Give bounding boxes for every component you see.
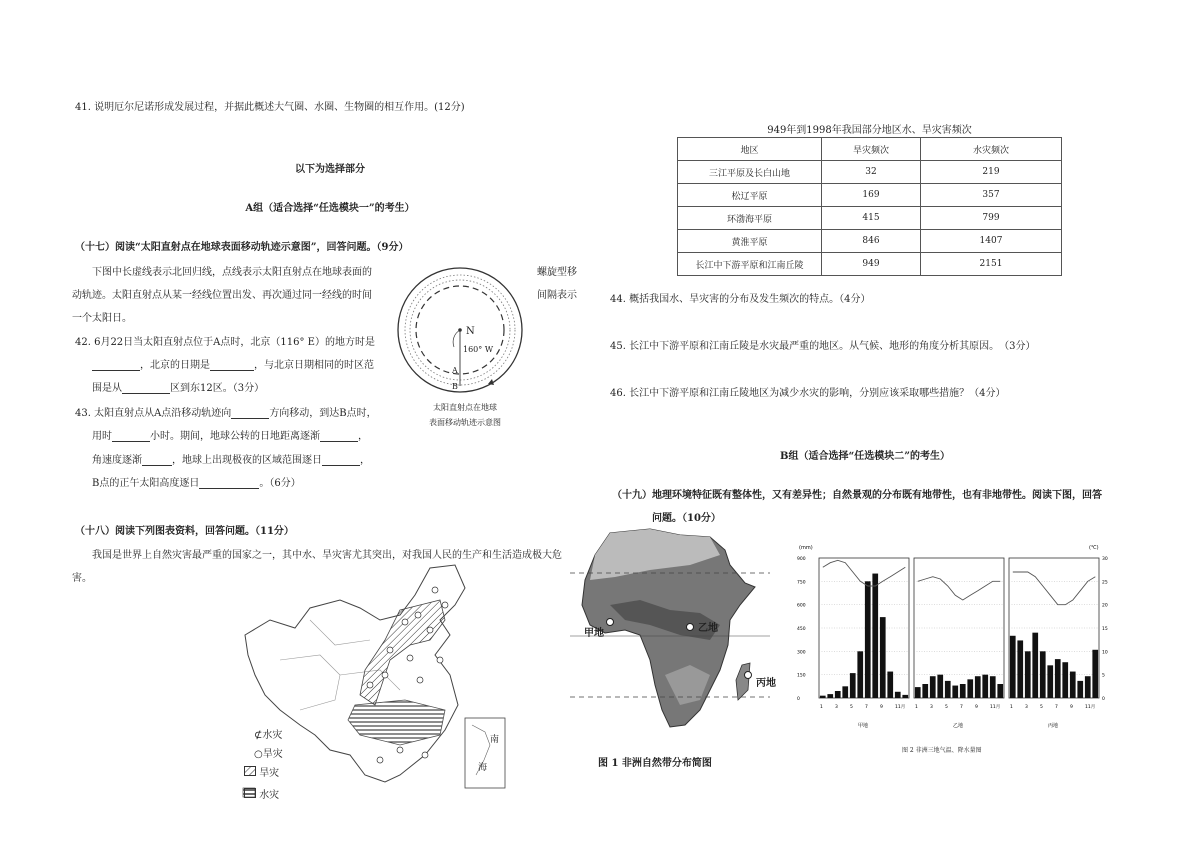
- table-cell: 长江中下游平原和江南丘陵: [678, 253, 822, 276]
- legend-label-flood-symbol: 水灾: [262, 730, 283, 741]
- precip-bar: [1062, 662, 1068, 698]
- section-17-intro-3: 一个太阳日。: [72, 313, 132, 324]
- china-map-inset-label-2: 海: [478, 763, 488, 773]
- precip-bar: [842, 686, 848, 698]
- china-disaster-map: [240, 560, 512, 800]
- q43-blank-altitude[interactable]: [199, 478, 259, 489]
- drought-area-icon: [244, 766, 256, 776]
- disaster-frequency-table: [677, 137, 1062, 276]
- q43-blank-hours[interactable]: [112, 431, 150, 442]
- x-tick: 1: [820, 705, 823, 710]
- precip-bar: [1077, 681, 1083, 698]
- flood-area-icon: [244, 788, 256, 798]
- section-17-intro-2: 动轨迹。太阳直射点从某一经线位置出发、再次通过同一经线的时间: [72, 290, 372, 301]
- y-left-tick: 150: [797, 673, 806, 679]
- precip-bar: [960, 684, 966, 698]
- x-tick: 1: [1010, 705, 1013, 710]
- section-18-intro-2: 害。: [72, 573, 92, 584]
- table-cell: 32: [822, 161, 921, 184]
- flood-symbol-icon: ⊄: [254, 730, 263, 741]
- y-left-tick: 0: [797, 697, 800, 702]
- q42-text-a: 42. 6月22日当太阳直射点位于A点时，北京（116° E）的地方时是: [75, 337, 375, 348]
- y-left-tick: 900: [797, 557, 806, 562]
- question-44: 44. 概括我国水、旱灾害的分布及发生频次的特点。（4分）: [610, 294, 871, 305]
- x-tick: 3: [835, 705, 838, 710]
- precip-bar: [1017, 640, 1023, 698]
- question-42-line3: [92, 379, 264, 394]
- question-43-line4: [92, 474, 301, 489]
- y-right-tick: 5: [1102, 673, 1105, 679]
- precip-bar: [820, 696, 826, 698]
- y-left-tick: 450: [797, 627, 806, 632]
- q43-text-e: ，: [358, 431, 368, 442]
- question-45: 45. 长江中下游平原和江南丘陵是水灾最严重的地区。从气候、地形的角度分析其原因。 （3分）: [610, 341, 1036, 352]
- q42-text-d: 围是从: [92, 383, 122, 394]
- drought-circle-icon: ○: [254, 749, 263, 760]
- table-cell: 846: [822, 230, 921, 253]
- x-tick: 11月: [895, 705, 906, 710]
- x-tick: 3: [1025, 705, 1028, 710]
- precip-bar: [827, 694, 833, 698]
- africa-fig-caption: 图 1 非洲自然带分布简图: [598, 758, 712, 769]
- q43-blank-polar-night[interactable]: [322, 455, 360, 466]
- y-right-tick: 30: [1102, 557, 1108, 562]
- q42-blank-date[interactable]: [210, 360, 254, 371]
- x-tick: 5: [945, 705, 948, 710]
- x-tick: 9: [880, 705, 883, 710]
- table-cell: 环渤海平原: [678, 207, 822, 230]
- precip-bar: [835, 691, 841, 698]
- table-header-row: [678, 138, 1062, 161]
- diagram-a-label: A: [452, 366, 458, 375]
- temperature-line: [1013, 572, 1096, 605]
- legend-label-flood-area: 水灾: [259, 790, 280, 801]
- q43-text-i: B点的正午太阳高度逐日: [92, 478, 200, 489]
- diagram-b-label: B: [452, 382, 458, 391]
- table-row: [678, 207, 1062, 230]
- precip-bar: [982, 675, 988, 698]
- section-18-title: （十八）阅读下列图表资料，回答问题。（11分）: [75, 526, 294, 537]
- q43-text-g: ，地球上出现极夜的区域范围逐日: [172, 455, 322, 466]
- q43-text-f: 角速度逐渐: [92, 455, 142, 466]
- legend-label-drought-area: 旱灾: [259, 768, 280, 779]
- table-cell: 1407: [921, 230, 1062, 253]
- q43-text-c: 用时: [92, 431, 112, 442]
- q43-blank-speed[interactable]: [142, 455, 172, 466]
- table-row: [678, 253, 1062, 276]
- temperature-line: [823, 560, 906, 586]
- precip-bar: [1070, 672, 1076, 698]
- precip-bar: [975, 676, 981, 698]
- table-caption: 949年到1998年我国部分地区水、旱灾害频次: [767, 125, 972, 136]
- y-right-unit: (℃): [1089, 545, 1099, 551]
- precip-bar: [857, 651, 863, 698]
- table-row: [678, 184, 1062, 207]
- table-header-drought: 旱灾频次: [822, 138, 921, 161]
- y-left-tick: 300: [797, 650, 806, 656]
- group-b-title: B组（适合选择“任选模块二”的考生）: [780, 451, 950, 462]
- x-tick: 5: [1040, 705, 1043, 710]
- precip-bar: [1055, 659, 1061, 698]
- precip-bar: [872, 574, 878, 698]
- precip-bar: [930, 676, 936, 698]
- y-right-tick: 0: [1102, 697, 1105, 702]
- table-cell: 799: [921, 207, 1062, 230]
- table-row: [678, 161, 1062, 184]
- table-cell: 松辽平原: [678, 184, 822, 207]
- legend-label-drought-symbol: 旱灾: [262, 749, 283, 760]
- africa-label-bing: 丙地: [756, 678, 776, 689]
- x-tick: 5: [850, 705, 853, 710]
- group-a-title: A组（适合选择“任选模块一”的考生）: [245, 203, 415, 214]
- q43-blank-direction[interactable]: [231, 408, 269, 419]
- diagram-caption-1: 太阳直射点在地球: [433, 403, 497, 412]
- question-43-line3: [92, 451, 370, 466]
- x-tick: 9: [975, 705, 978, 710]
- x-tick: 11月: [1085, 705, 1096, 710]
- section-17-intro-2-end: 间隔表示: [537, 290, 577, 301]
- precip-bar: [880, 617, 886, 698]
- y-right-tick: 10: [1102, 650, 1108, 656]
- question-41: 41. 说明厄尔尼诺形成发展过程，并据此概述大气圈、水圈、生物圈的相互作用。(12分): [75, 102, 465, 113]
- q42-blank-time[interactable]: [92, 360, 140, 371]
- panel-label: 甲地: [858, 723, 869, 729]
- x-tick: 3: [930, 705, 933, 710]
- section-19-title-2: 问题。（10分）: [652, 513, 721, 524]
- china-map-inset-label-1: 南: [490, 735, 500, 745]
- section-17-title: （十七）阅读“太阳直射点在地球表面移动轨迹示意图”，回答问题。（9分）: [75, 242, 409, 253]
- table-cell: 949: [822, 253, 921, 276]
- precip-bar: [887, 672, 893, 698]
- q43-blank-distance[interactable]: [320, 431, 358, 442]
- precip-bar: [945, 681, 951, 698]
- table-cell: 415: [822, 207, 921, 230]
- diagram-north-label: N: [466, 326, 475, 337]
- y-right-tick: 15: [1102, 627, 1108, 632]
- precip-bar: [850, 673, 856, 698]
- climate-chart: [795, 540, 1113, 750]
- africa-label-yi: 乙地: [698, 623, 718, 634]
- table-cell: 169: [822, 184, 921, 207]
- x-tick: 9: [1070, 705, 1073, 710]
- table-header-flood: 水灾频次: [921, 138, 1062, 161]
- section-17-intro-1-end: 螺旋型移: [537, 267, 577, 278]
- q43-text-d: 小时。期间，地球公转的日地距离逐渐: [150, 431, 320, 442]
- question-46: 46. 长江中下游平原和江南丘陵地区为减少水灾的影响，分别应该采取哪些措施？（4分）: [610, 388, 1006, 399]
- table-cell: 357: [921, 184, 1062, 207]
- y-right-tick: 20: [1102, 603, 1108, 609]
- table-cell: 2151: [921, 253, 1062, 276]
- y-left-unit: (mm): [799, 545, 813, 551]
- sun-path-diagram: [395, 262, 525, 397]
- precip-bar: [1010, 636, 1016, 698]
- question-42-line2: [92, 356, 374, 371]
- q42-blank-zone[interactable]: [122, 383, 170, 394]
- table-cell: 219: [921, 161, 1062, 184]
- q43-text-a: 43. 太阳直射点从A点沿移动轨迹向: [75, 408, 232, 419]
- precip-bar: [1032, 633, 1038, 698]
- y-right-tick: 25: [1102, 580, 1108, 586]
- precip-bar: [990, 676, 996, 698]
- climate-fig-caption: 图 2 非洲三地气温、降水量图: [902, 747, 982, 754]
- q43-text-b: 方向移动，到达B点时，: [269, 408, 377, 419]
- x-tick: 11月: [990, 705, 1001, 710]
- table-header-region: 地区: [678, 138, 822, 161]
- question-43-line1: [75, 404, 377, 419]
- precip-bar: [895, 692, 901, 698]
- x-tick: 1: [915, 705, 918, 710]
- precip-bar: [865, 581, 871, 698]
- table-cell: 三江平原及长白山地: [678, 161, 822, 184]
- precip-bar: [1047, 665, 1053, 698]
- precip-bar: [915, 687, 921, 698]
- precip-bar: [1085, 676, 1091, 698]
- precip-bar: [1092, 650, 1098, 698]
- precip-bar: [1040, 651, 1046, 698]
- legend-item-drought-symbol: [254, 745, 283, 760]
- panel-label: 乙地: [953, 723, 964, 729]
- y-left-tick: 750: [797, 580, 806, 586]
- section-18-intro: 我国是世界上自然灾害最严重的国家之一，其中水、旱灾害尤其突出，对我国人民的生产和生活造成极大危: [92, 550, 562, 561]
- precip-bar: [922, 684, 928, 698]
- y-left-tick: 600: [797, 603, 806, 609]
- legend-item-flood-symbol: [254, 726, 282, 741]
- section-17-intro-1: 下图中长虚线表示北回归线，点线表示太阳直射点在地球表面的: [92, 267, 372, 278]
- x-tick: 7: [960, 705, 963, 710]
- q42-text-b: ，北京的日期是: [140, 360, 210, 371]
- precip-bar: [967, 679, 973, 698]
- selection-header: 以下为选择部分: [295, 164, 365, 175]
- panel-label: 丙地: [1048, 723, 1059, 729]
- q43-text-j: 。（6分）: [259, 478, 301, 489]
- question-43-line2: [92, 427, 368, 442]
- temperature-line: [918, 577, 1001, 600]
- precip-bar: [997, 684, 1003, 698]
- diagram-angle-label: 160° W: [463, 345, 494, 354]
- q43-text-h: ，: [360, 455, 370, 466]
- diagram-caption-2: 表面移动轨迹示意图: [429, 418, 501, 427]
- x-tick: 7: [1055, 705, 1058, 710]
- legend-item-flood-area: [244, 786, 279, 801]
- precip-bar: [937, 675, 943, 698]
- table-row: [678, 230, 1062, 253]
- africa-label-jia: 甲地: [584, 628, 604, 639]
- section-19-title-1: （十九）地理环境特征既有整体性，又有差异性；自然景观的分布既有地带性，也有非地带性。阅读下图，回答: [612, 490, 1102, 501]
- precip-bar: [902, 695, 908, 698]
- legend-item-drought-area: [244, 764, 279, 779]
- q42-text-e: 区到东12区。（3分）: [170, 383, 265, 394]
- question-42-line1: [75, 333, 375, 348]
- table-cell: 黄淮平原: [678, 230, 822, 253]
- precip-bar: [1025, 651, 1031, 698]
- x-tick: 7: [865, 705, 868, 710]
- q42-text-c: ，与北京日期相同的时区范: [254, 360, 374, 371]
- precip-bar: [952, 686, 958, 698]
